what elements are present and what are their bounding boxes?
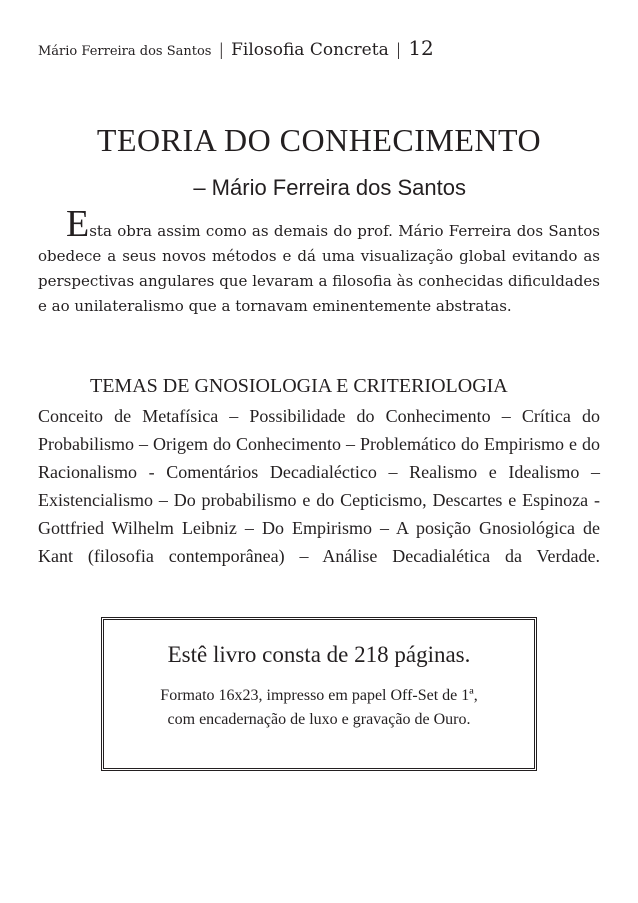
drop-cap: E (66, 203, 90, 245)
themes-heading: TEMAS DE GNOSIOLOGIA E CRITERIOLOGIA (90, 375, 508, 397)
header-book-title: Filosofia Concreta (231, 40, 389, 60)
header-separator: | (219, 39, 224, 59)
intro-paragraph (38, 203, 600, 319)
page-number: 12 (408, 36, 434, 60)
page-title: TEORIA DO CONHECIMENTO (96, 122, 542, 158)
themes-paragraph: Conceito de Metafísica – Possibilidade do Conhecimento – Crítica do Probabilismo – Origem do Conhecimento – Problemático do Empirismo e do Racionalismo - Comentários Decadialéctico – Realismo e Idealismo – Existencialismo – Do probabilismo e do Cepticismo, Descartes e Espinoza - Gottfried Wilhelm Leibniz – Do Empirismo – A posição Gnosiológica de Kant (filosofia contemporânea) – Análise Decadialética da Verdade. (38, 406, 600, 566)
header-separator: | (396, 39, 401, 59)
header-author: Mário Ferreira dos Santos (38, 44, 212, 59)
subtitle-author: – Mário Ferreira dos Santos (193, 175, 466, 200)
info-box-line: Formato 16x23, impresso em papel Off-Set de 1ª, (160, 687, 478, 704)
running-header (38, 36, 434, 64)
info-box-title: Estê livro consta de 218 páginas. (167, 642, 471, 667)
info-box (101, 617, 537, 771)
intro-text: sta obra assim como as demais do prof. Mário Ferreira dos Santos obedece a seus novos métodos e dá uma visualização global evitando as perspectivas angulares que levaram a filosofia às conhecidas dificuldades e ao unilateralismo que a tornavam eminentemente abstratas. (38, 222, 600, 315)
info-box-line: com encadernação de luxo e gravação de Ouro. (167, 711, 471, 728)
info-box-details (104, 684, 534, 732)
